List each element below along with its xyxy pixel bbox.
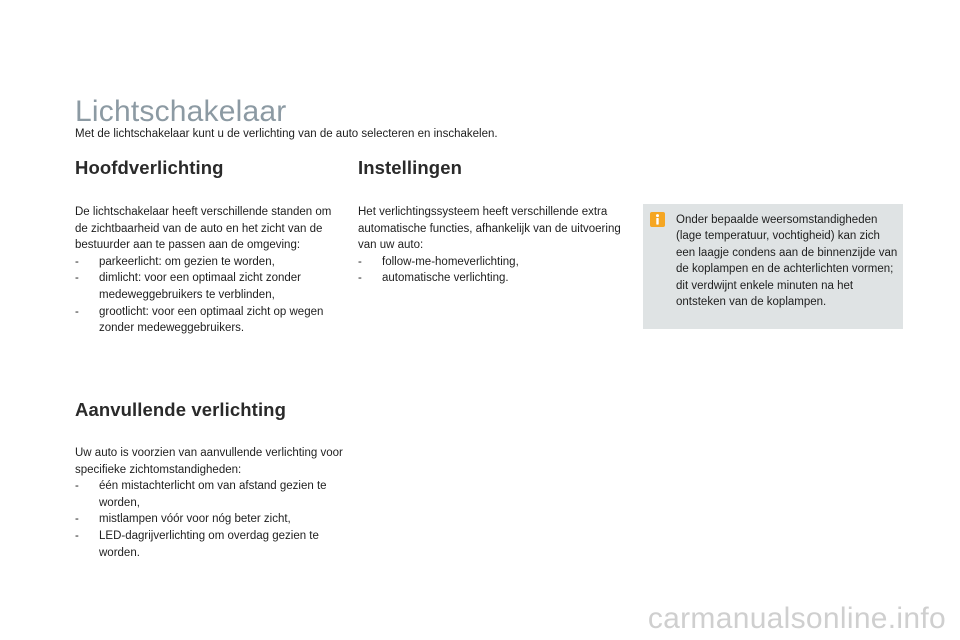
hoofdverlichting-text: De lichtschakelaar heeft verschillende standen om de zichtbaarheid van de auto en het zicht van de bestuurder aan te passen aan de omgeving: bbox=[75, 206, 332, 252]
section-aanvullende-verlichting bbox=[75, 445, 343, 561]
list-item: - LED-dagrijverlichting om overdag gezien te worden. bbox=[75, 528, 343, 561]
instellingen-list bbox=[358, 254, 622, 287]
heading-aanvullende-verlichting: Aanvullende verlichting bbox=[75, 399, 286, 420]
info-box bbox=[643, 204, 903, 329]
list-item: - follow-me-homeverlichting, bbox=[358, 254, 622, 271]
watermark: carmanualsonline.info bbox=[647, 602, 946, 635]
aanvullende-list bbox=[75, 478, 343, 561]
page-intro: Met de lichtschakelaar kunt u de verlichting van de auto selecteren en inschakelen. bbox=[75, 128, 498, 140]
heading-instellingen: Instellingen bbox=[358, 157, 462, 178]
section-instellingen bbox=[358, 204, 622, 287]
heading-hoofdverlichting: Hoofdverlichting bbox=[75, 157, 224, 178]
info-text: Onder bepaalde weersomstandigheden (lage temperatuur, vochtigheid) kan zich een laagje condens aan de binnenzijde van de koplampen en de achterlichten vormen; dit verdwijnt enkele minuten na het ontsteken van de koplampen. bbox=[676, 214, 898, 309]
list-item: - parkeerlicht: om gezien te worden, bbox=[75, 254, 339, 271]
list-item: - één mistachterlicht om van afstand gezien te worden, bbox=[75, 478, 343, 511]
page-title: Lichtschakelaar bbox=[75, 95, 287, 128]
info-icon bbox=[650, 212, 665, 227]
section-hoofdverlichting bbox=[75, 204, 339, 337]
list-item: - automatische verlichting. bbox=[358, 270, 622, 287]
list-item: - dimlicht: voor een optimaal zicht zonder medeweggebruikers te verblinden, bbox=[75, 270, 339, 303]
hoofdverlichting-list bbox=[75, 254, 339, 337]
list-item: - grootlicht: voor een optimaal zicht op wegen zonder medeweggebruikers. bbox=[75, 304, 339, 337]
aanvullende-text: Uw auto is voorzien van aanvullende verlichting voor specifieke zichtomstandigheden: bbox=[75, 447, 343, 476]
list-item: - mistlampen vóór voor nóg beter zicht, bbox=[75, 511, 343, 528]
instellingen-text: Het verlichtingssysteem heeft verschillende extra automatische functies, afhankelijk van de uitvoering van uw auto: bbox=[358, 206, 621, 252]
